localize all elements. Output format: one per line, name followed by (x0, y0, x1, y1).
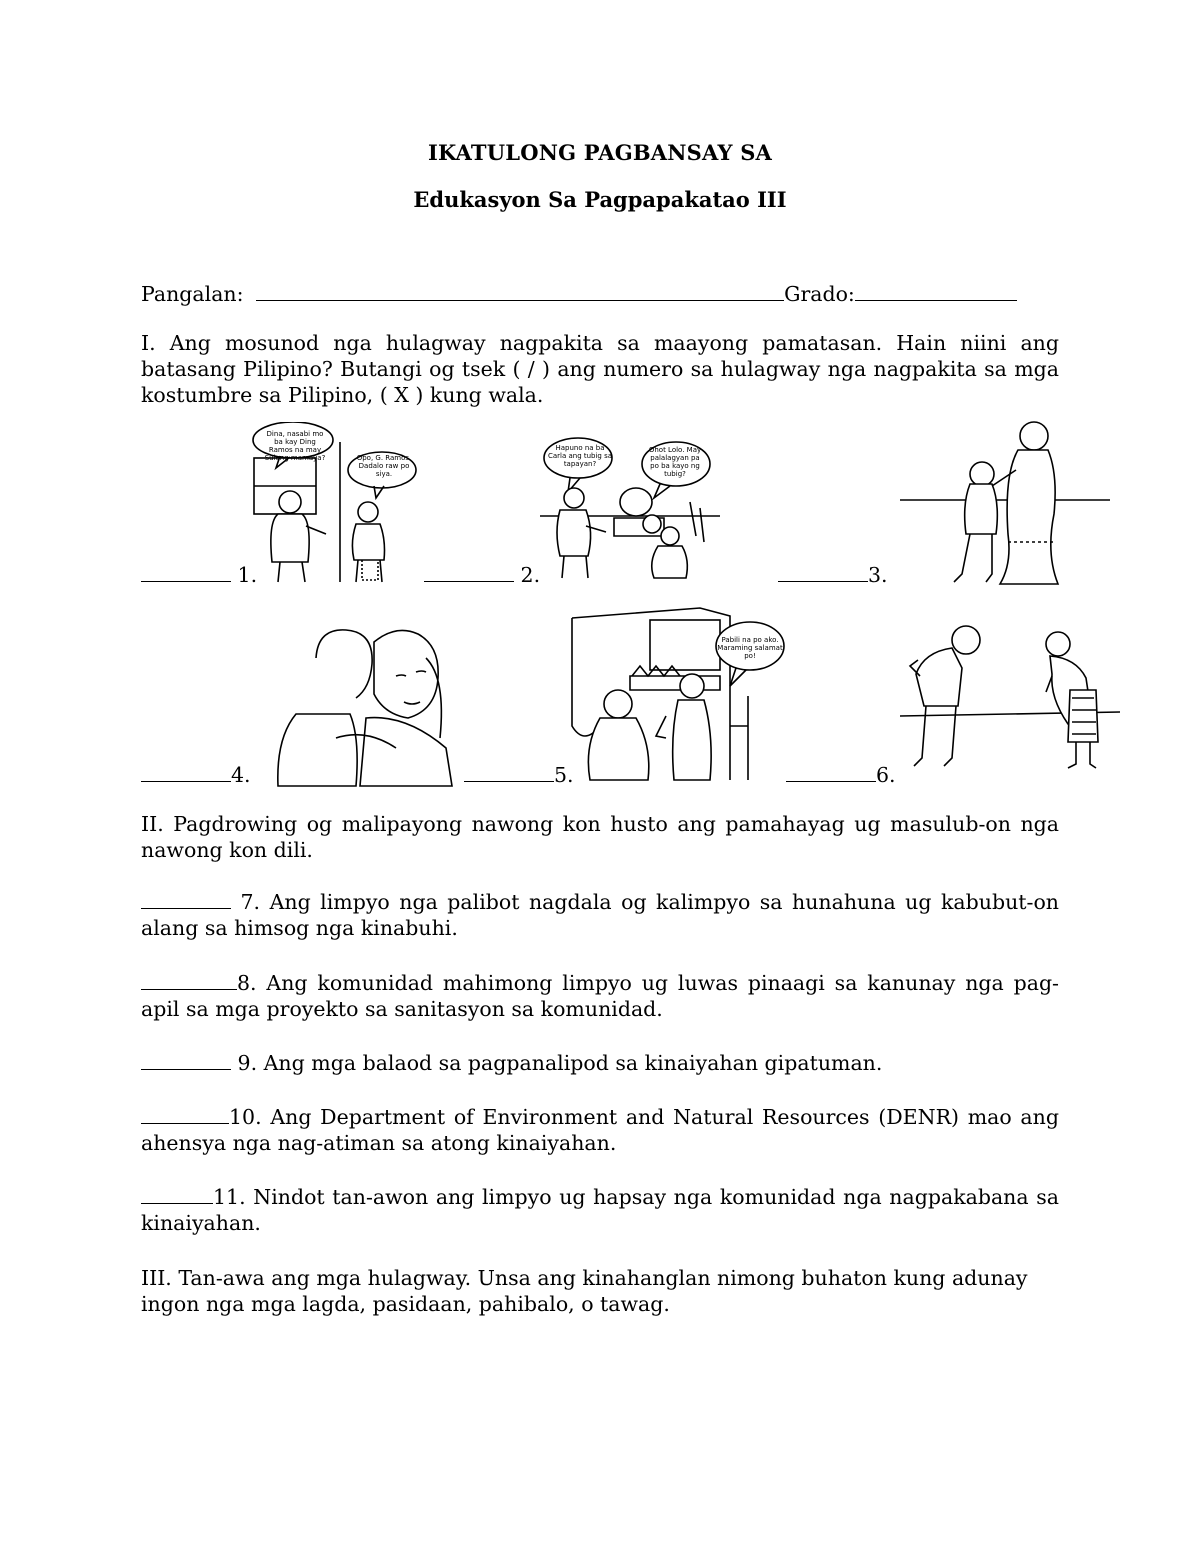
item-9-blank[interactable] (141, 1068, 231, 1070)
item-4-blank[interactable] (141, 780, 231, 782)
illustration-6 (900, 618, 1120, 774)
item-3-number: 3. (868, 563, 888, 587)
worksheet-title: IKATULONG PAGBANSAY SA (427, 140, 773, 165)
item-1-blank[interactable] (141, 580, 231, 582)
item-8 (141, 970, 1059, 1022)
name-blank[interactable] (256, 299, 784, 301)
item-5-number: 5. (554, 763, 574, 787)
item-2-blank[interactable] (424, 580, 514, 582)
item-10-text: Ang Department of Environment and Natural Resources (DENR) mao ang ahensya nga nag-atiman sa atong kinaiyahan. (141, 1105, 1059, 1155)
item-11 (141, 1184, 1059, 1236)
speech-bubble-1a: Dina, nasabi mo ba kay Ding Ramos na may Sulong mamaya? (264, 430, 326, 462)
item-11-blank[interactable] (141, 1202, 213, 1204)
item-11-number: 11. (213, 1185, 246, 1209)
item-9 (141, 1050, 1059, 1076)
item-1-number: 1. (237, 563, 258, 587)
item-5-blank[interactable] (464, 780, 554, 782)
section1-instruction: I. Ang mosunod nga hulagway nagpakita sa maayong pamatasan. Hain niini ang batasang Pilipino? Butangi og tsek ( / ) ang numero sa hulagway nga nagpakita sa mga kostumbre sa Pilipino, ( X ) kung wala. (141, 331, 1059, 407)
item-3-blank[interactable] (778, 580, 868, 582)
name-label: Pangalan: (141, 282, 244, 306)
item-1-label (141, 563, 257, 587)
item-6-label (786, 763, 896, 787)
item-7-text: Ang limpyo nga palibot nagdala og kalimpyo sa hunahuna ug kabubut-on alang sa himsog nga kinabuhi. (141, 890, 1059, 940)
item-11-text: Nindot tan-awon ang limpyo ug hapsay nga komunidad nga nagpakabana sa kinaiyahan. (141, 1185, 1059, 1235)
item-6-blank[interactable] (786, 780, 876, 782)
item-2-number: 2. (520, 563, 541, 587)
item-8-text: Ang komunidad mahimong limpyo ug luwas pinaagi sa kanunay nga pag-apil sa mga proyekto sa sanitasyon sa komunidad. (141, 971, 1059, 1021)
item-10-blank[interactable] (141, 1122, 229, 1124)
speech-bubble-2b: Ohot Lolo. May palalagyan pa po ba kayo ng tubig? (648, 446, 702, 478)
item-9-number: 9. (237, 1051, 258, 1075)
item-8-number: 8. (237, 971, 257, 995)
item-9-text: Ang mga balaod sa pagpanalipod sa kinaiyahan gipatuman. (263, 1051, 883, 1075)
section2-instruction: II. Pagdrowing og malipayong nawong kon husto ang pamahayag ug masulub-on nga nawong kon dili. (141, 812, 1059, 862)
speech-bubble-2a: Hapuno na ba Carla ang tubig sa tapayan? (547, 444, 613, 468)
illustration-5 (570, 606, 786, 786)
speech-bubble-1b: Opo, G. Ramos. Dadalo raw po siya. (356, 454, 412, 478)
item-7-blank[interactable] (141, 907, 231, 909)
worksheet-subtitle: Edukasyon Sa Pagpapakatao III (413, 187, 787, 212)
section3-instruction: III. Tan-awa ang mga hulagway. Unsa ang kinahanglan nimong buhaton kung adunay ingon nga mga lagda, pasidaan, pahibalo, o tawag. (141, 1266, 1028, 1316)
item-8-blank[interactable] (141, 988, 237, 990)
item-4-number: 4. (231, 763, 251, 787)
item-3-label (778, 563, 888, 587)
illustration-3 (896, 414, 1110, 594)
item-10 (141, 1104, 1059, 1156)
grade-blank[interactable] (855, 299, 1017, 301)
item-6-number: 6. (876, 763, 896, 787)
illustration-4 (276, 618, 462, 788)
item-4-label (141, 763, 251, 787)
grade-label: Grado: (784, 282, 855, 306)
item-7 (141, 889, 1059, 941)
speech-bubble-5: Pabili na po ako. Maraming salamat po! (717, 636, 783, 660)
name-grade-line (141, 282, 1017, 306)
item-10-number: 10. (229, 1105, 262, 1129)
item-5-label (464, 763, 574, 787)
item-2-label (424, 563, 540, 587)
item-7-number: 7. (240, 890, 261, 914)
